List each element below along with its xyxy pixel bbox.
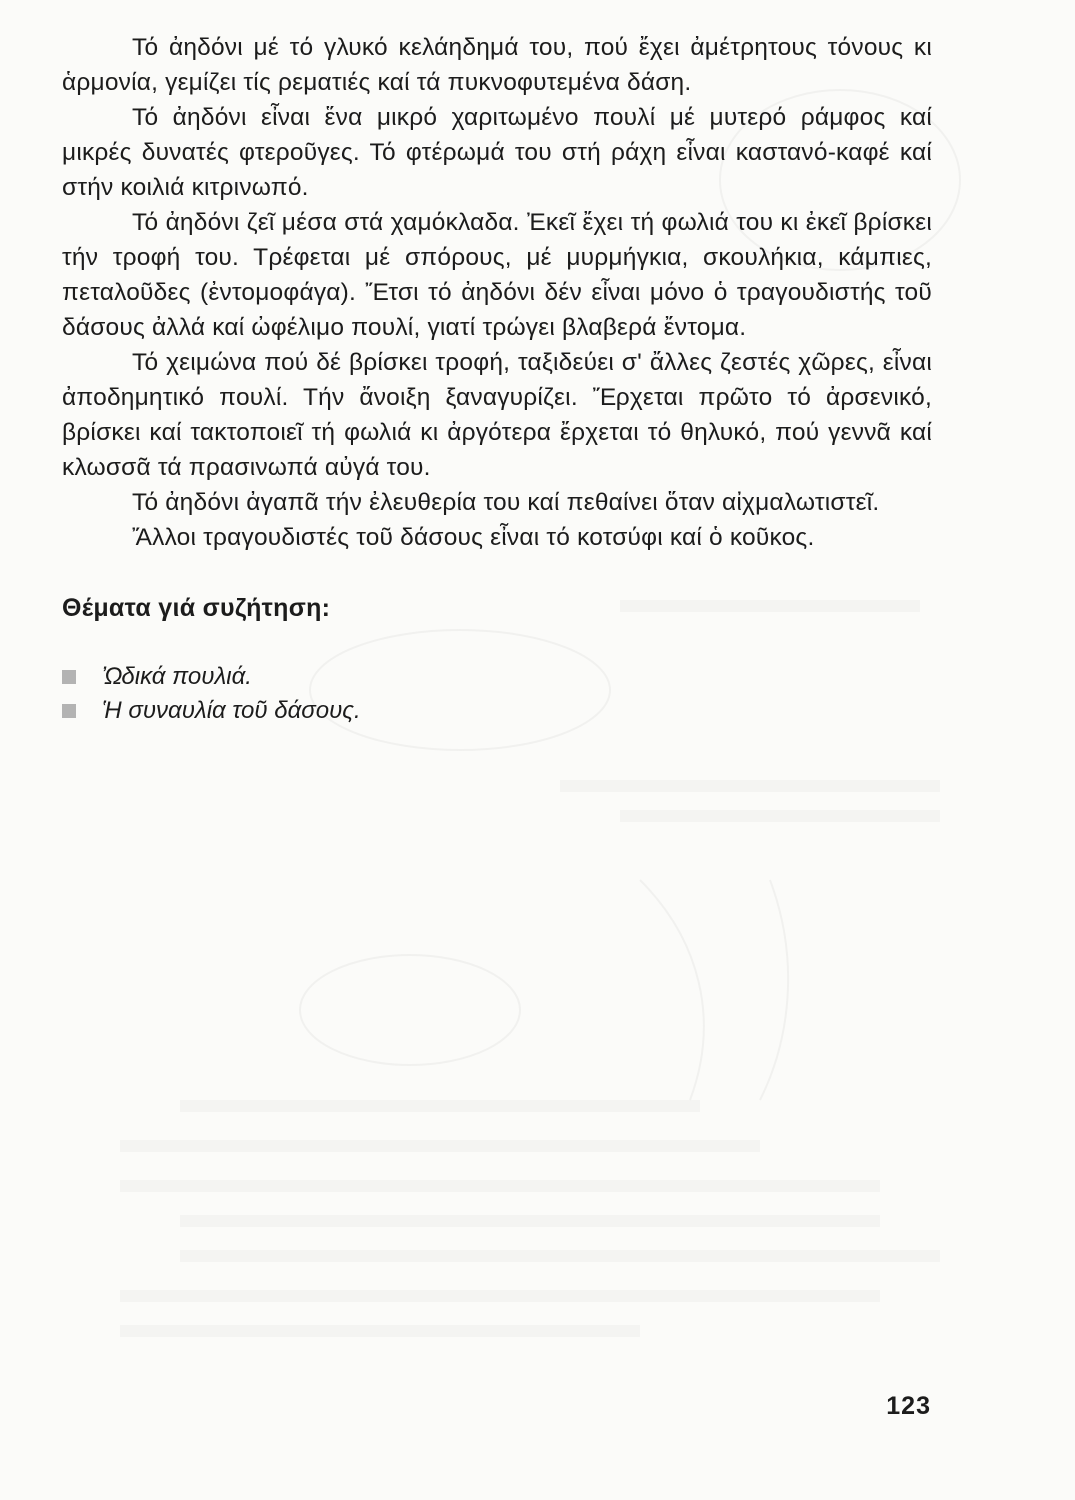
list-item (62, 660, 932, 694)
paragraph-appearance: Τό ἀηδόνι εἶναι ἕνα μικρό χαριτωμένο πουλί μέ μυτερό ράμφος καί μικρές δυνατές φτεροῦγες. Τό φτέρωμά του στή ράχη εἶναι καστανό-καφέ καί στήν κοιλιά κιτρινωπό. (62, 104, 932, 201)
paragraph-intro: Τό ἀηδόνι μέ τό γλυκό κελάηδημά του, πού ἔχει ἀμέτρητους τόνους κι ἁρμονία, γεμίζει τίς ρεματιές καί τά πυκνοφυτεμένα δάση. (62, 34, 932, 96)
topic-label: Ἡ συναυλία τοῦ δάσους. (102, 697, 361, 724)
paragraph-migration: Τό χειμώνα πού δέ βρίσκει τροφή, ταξιδεύει σ' ἄλλες ζεστές χῶρες, εἶναι ἀποδημητικό πουλί. Τήν ἄνοιξη ξαναγυρίζει. Ἔρχεται πρῶτο τό ἀρσενικό, βρίσκει καί τακτοποιεῖ τή φωλιά κι ἀργότερα ἔρχεται τό θηλυκό, πού γεννᾶ καί κλωσσᾶ τά πρασινωπά αὐγά του. (62, 349, 932, 481)
paragraph-other-singers: Ἄλλοι τραγουδιστές τοῦ δάσους εἶναι τό κοτσύφι καί ὁ κοῦκος. (132, 524, 815, 551)
paragraph-freedom: Τό ἀηδόνι ἀγαπᾶ τήν ἐλευθερία του καί πεθαίνει ὅταν αἰχμαλωτιστεῖ. (132, 489, 880, 516)
page-content (62, 30, 932, 728)
paragraph-habitat: Τό ἀηδόνι ζεῖ μέσα στά χαμόκλαδα. Ἐκεῖ ἔχει τή φωλιά του κι ἐκεῖ βρίσκει τήν τροφή του. Τρέφεται μέ σπόρους, μέ μυρμήγκια, σκουλήκια, κάμπιες, πεταλοῦδες (ἐντομοφάγα). Ἔτσι τό ἀηδόνι δέν εἶναι μόνο ὁ τραγουδιστής τοῦ δάσους ἀλλά καί ὠφέλιμο πουλί, γιατί τρώγει βλαβερά ἔντομα. (62, 209, 932, 341)
square-bullet-icon (62, 704, 76, 718)
list-item (62, 694, 932, 728)
page-number: 123 (886, 1392, 931, 1420)
square-bullet-icon (62, 670, 76, 684)
discussion-heading: Θέματα γιά συζήτηση: (62, 594, 331, 622)
topic-label: Ὠδικά πουλιά. (102, 663, 252, 690)
discussion-topics (62, 660, 932, 728)
